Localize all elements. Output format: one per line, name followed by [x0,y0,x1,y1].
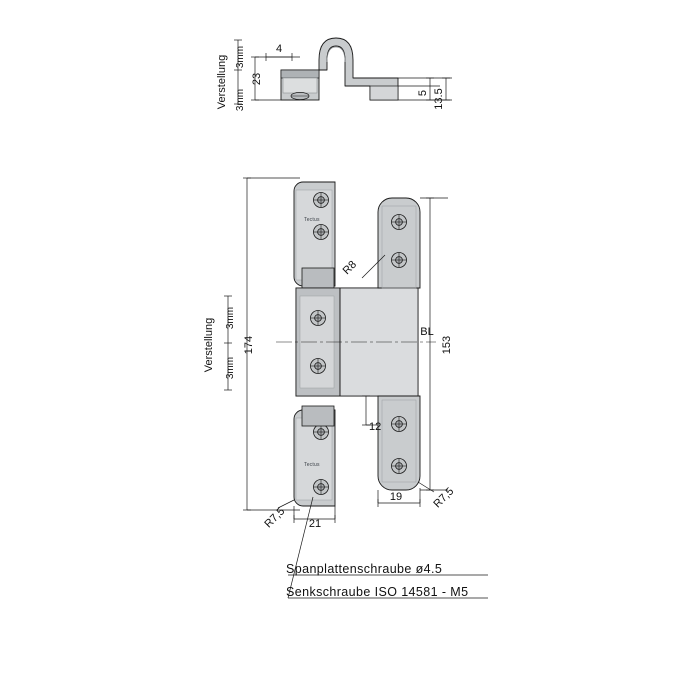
top-view-dim-23: 23 [251,72,263,86]
top-view-dim-4: 4 [275,43,283,55]
top-view-group [216,38,452,111]
main-view-adjust-lower: 3mm [225,356,236,380]
top-view-dim-5: 5 [417,89,429,97]
main-view-dim-21: 21 [308,518,322,530]
main-view-group [203,178,488,598]
brand-logo: Tectus [304,217,320,223]
top-view-adjust-lower: 3mm [235,88,246,112]
main-view-dim-12: 12 [369,421,382,433]
top-view-verstellung-label: Verstellung [216,54,228,110]
main-view-radius-r8: R8 [340,258,360,278]
main-view-dim-19: 19 [389,491,403,503]
main-view-adjust-upper: 3mm [225,306,236,330]
note-senkschraube: Senkschraube ISO 14581 - M5 [286,585,469,599]
main-view-radius-left: R7,5 [262,505,288,531]
hinge-center-body [276,288,436,396]
top-view-adjust-upper: 3mm [235,45,246,69]
main-view-verstellung-label: Verstellung [203,317,215,373]
brand-logo-lower: Tectus [304,462,320,468]
main-view-bl-label: BL [420,326,434,338]
top-view-dim-13-5: 13.5 [433,88,445,110]
main-view-dim-153: 153 [441,335,453,355]
main-view-dim-174: 174 [243,335,255,355]
note-spanplattenschraube: Spanplattenschraube ø4.5 [286,562,443,576]
main-view-radius-right: R7,5 [431,485,457,511]
top-view-body [281,38,398,100]
